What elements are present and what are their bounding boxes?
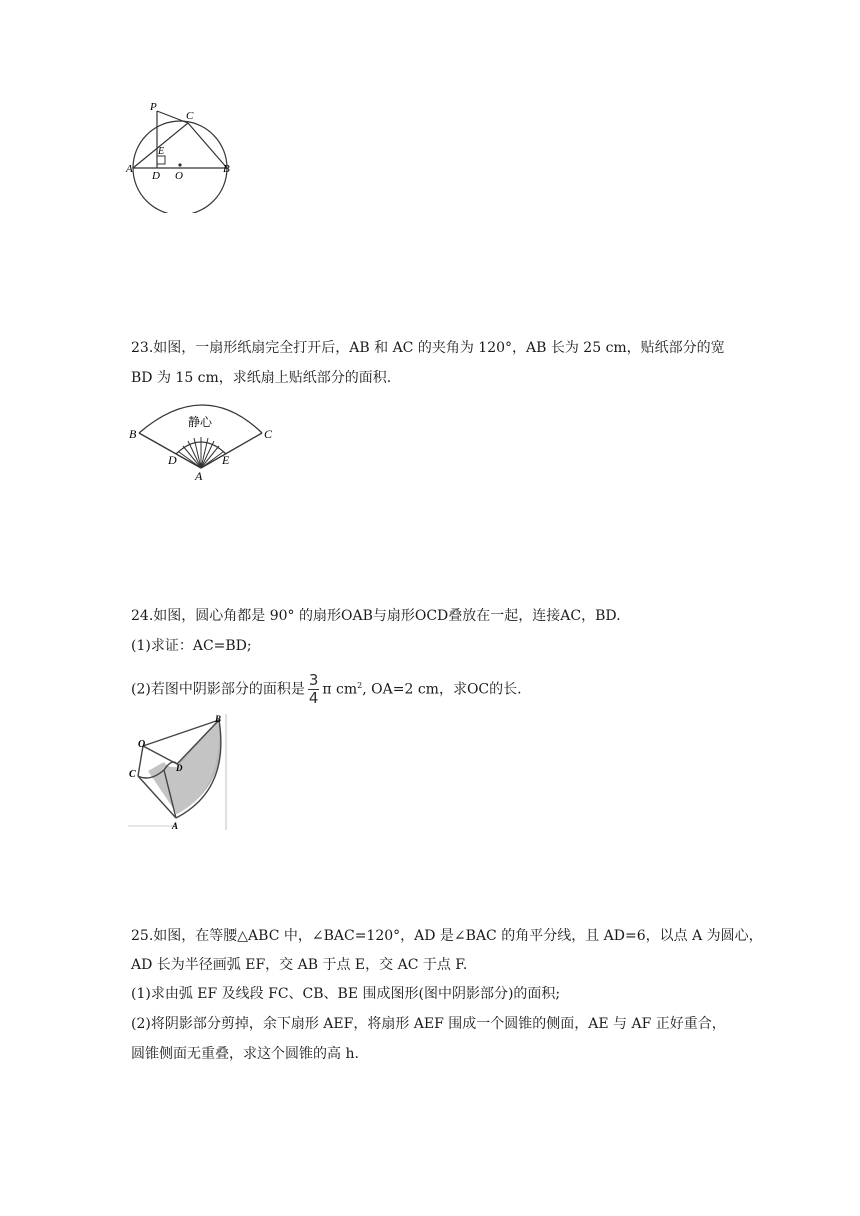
label-A: A: [126, 163, 133, 175]
label-B: B: [129, 427, 137, 441]
q23-line-1: 23.如图，一扇形纸扇完全打开后，AB 和 AC 的夹角为 120°，AB 长为 25 cm，贴纸部分的宽: [131, 340, 725, 356]
circle-figure: [125, 98, 240, 213]
q23-line-2: BD 为 15 cm，求纸扇上贴纸部分的面积.: [131, 370, 392, 386]
label-A: A: [195, 469, 203, 482]
label-B: B: [223, 163, 230, 175]
label-B: B: [215, 714, 222, 724]
q24-line-2: (1)求证：AC=BD;: [131, 638, 252, 654]
label-O: O: [138, 739, 146, 750]
q25-line-5: 圆锥侧面无重叠，求这个圆锥的高 h.: [131, 1046, 359, 1062]
q24-line-1: 24.如图，圆心角都是 90° 的扇形OAB与扇形OCD叠放在一起，连接AC，BD.: [131, 608, 621, 624]
fan-figure: [125, 392, 285, 482]
q25-line-4: (2)将阴影部分剪掉，余下扇形 AEF，将扇形 AEF 围成一个圆锥的侧面，AE 与 AF 正好重合，: [131, 1016, 726, 1032]
q24-pi-unit: π cm: [322, 681, 358, 698]
label-O: O: [175, 170, 183, 182]
label-E: E: [222, 453, 230, 467]
label-A: A: [172, 821, 179, 830]
label-D: D: [152, 170, 160, 182]
label-P: P: [150, 101, 157, 113]
fraction-numerator: 3: [308, 671, 319, 689]
label-E: E: [158, 146, 165, 157]
label-D: D: [176, 763, 183, 773]
sector-figure: [128, 714, 228, 830]
q24-line-3-post: , OA=2 cm，求OC的长.: [362, 681, 522, 698]
q25-line-3: (1)求由弧 EF 及线段 FC、CB、BE 围成图形(图中阴影部分)的面积;: [131, 986, 561, 1002]
q25-line-2: AD 长为半径画弧 EF，交 AB 于点 E，交 AC 于点 F.: [131, 957, 468, 973]
fan-text: 静心: [188, 415, 213, 429]
q25-line-1: 25.如图，在等腰△ABC 中，∠BAC=120°，AD 是∠BAC 的角平分线，且 AD=6，以点 A 为圆心，: [131, 928, 763, 944]
q24-superscript: 2: [357, 680, 363, 690]
label-D: D: [168, 453, 177, 467]
label-C: C: [186, 110, 194, 122]
label-C: C: [264, 427, 273, 441]
fraction-denominator: 4: [308, 689, 319, 707]
q24-line-3-pre: (2)若图中阴影部分的面积是: [131, 681, 305, 698]
fraction: [308, 672, 320, 707]
q24-line-3: [131, 672, 522, 707]
label-C: C: [129, 769, 136, 780]
